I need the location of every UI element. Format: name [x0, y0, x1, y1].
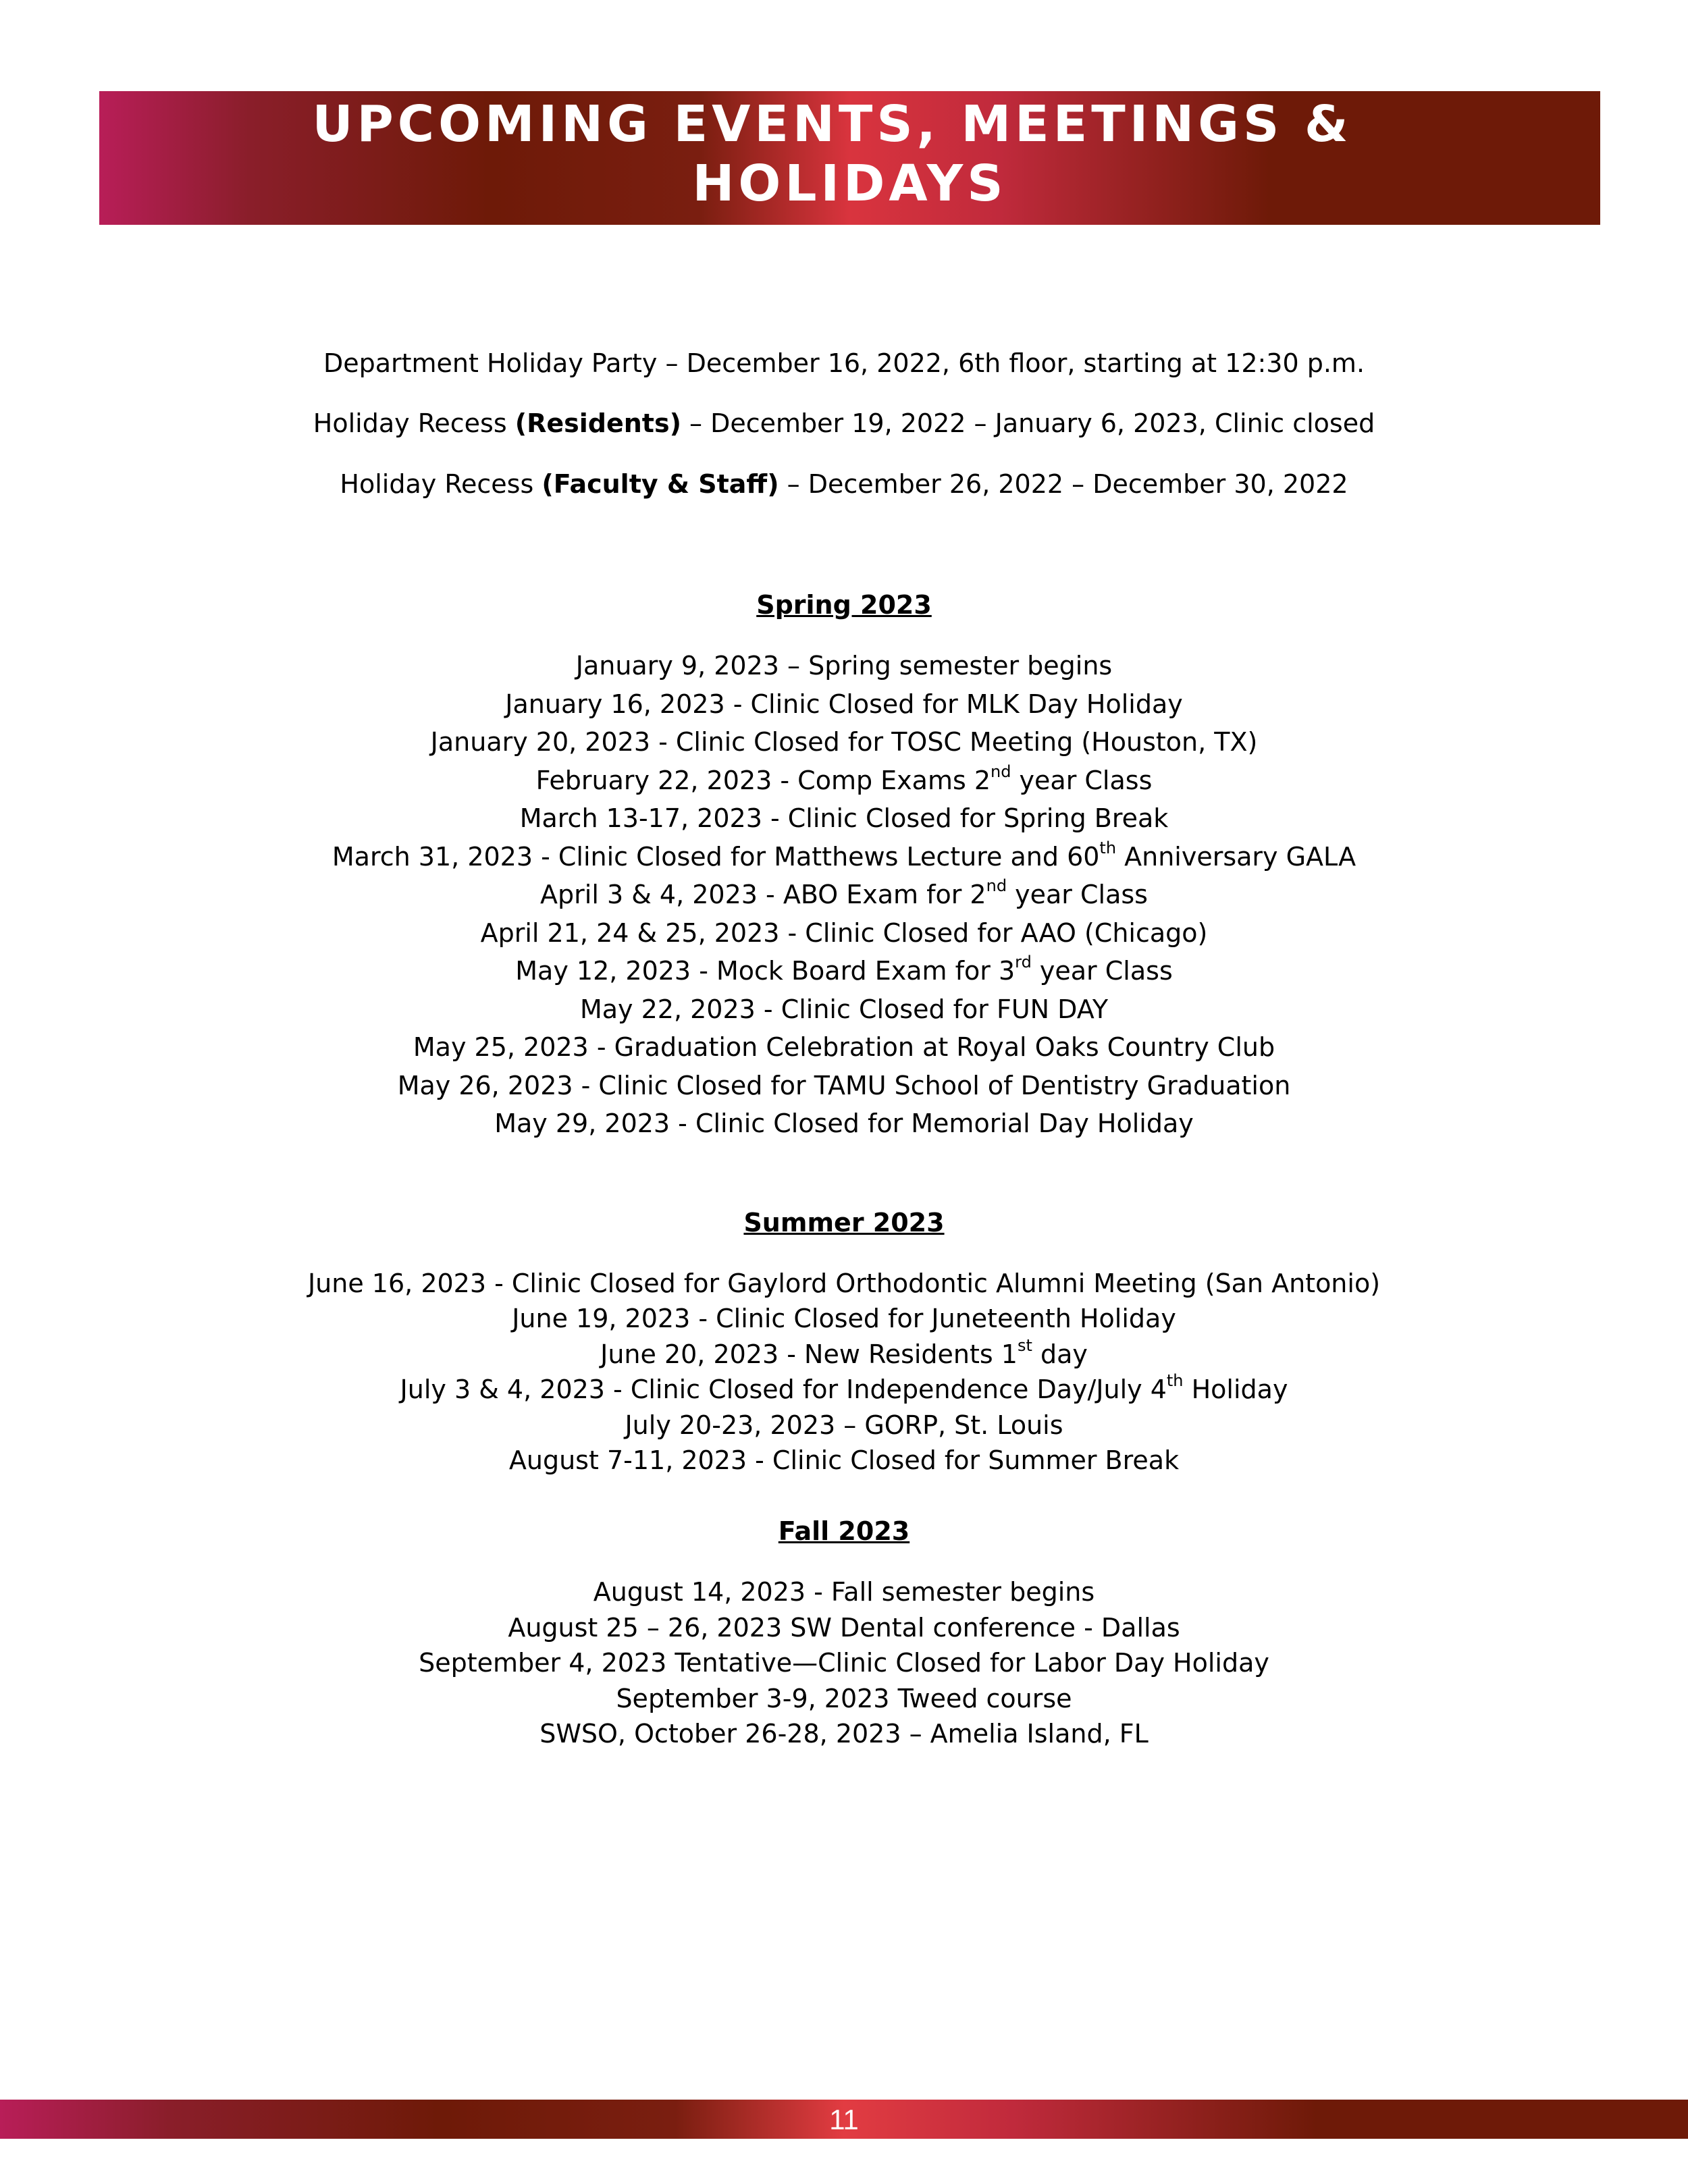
event-item: August 25 – 26, 2023 SW Dental conference - Dallas	[508, 1612, 1180, 1643]
event-item: August 7-11, 2023 - Clinic Closed for Summer Break	[508, 1445, 1180, 1475]
ordinal-suffix: nd	[991, 762, 1011, 781]
event-item: April 21, 24 & 25, 2023 - Clinic Closed for AAO (Chicago)	[480, 917, 1208, 948]
section-heading-spring: Spring 2023	[756, 590, 932, 620]
event-item: January 20, 2023 - Clinic Closed for TOSC Meeting (Houston, TX)	[430, 727, 1258, 757]
recess-staff-line	[0, 469, 1688, 500]
event-item	[0, 838, 1688, 872]
event-item: January 16, 2023 - Clinic Closed for MLK Day Holiday	[505, 689, 1183, 719]
recess-residents-label: (Residents)	[515, 408, 681, 438]
event-item: August 14, 2023 - Fall semester begins	[593, 1577, 1095, 1607]
event-item: June 16, 2023 - Clinic Closed for Gaylord Orthodontic Alumni Meeting (San Antonio)	[307, 1269, 1381, 1298]
page-number: 11	[829, 2104, 859, 2135]
recess-residents-dates: – December 19, 2022 – January 6, 2023, Clinic closed	[681, 408, 1375, 438]
event-item: September 4, 2023 Tentative—Clinic Closed for Labor Day Holiday	[419, 1648, 1269, 1678]
section-heading-summer: Summer 2023	[743, 1208, 945, 1237]
event-item-text: June 20, 2023 - New Residents 1	[600, 1339, 1018, 1369]
event-item	[0, 955, 1688, 986]
event-item-text: March 31, 2023 - Clinic Closed for Matthews Lecture and 60	[332, 841, 1100, 872]
event-item: May 25, 2023 - Graduation Celebration at Royal Oaks Country Club	[413, 1032, 1275, 1062]
event-item	[0, 762, 1688, 796]
event-item: SWSO, October 26-28, 2023 – Amelia Island, FL	[539, 1719, 1149, 1749]
page-title-line-2: HOLIDAYS	[692, 155, 1007, 213]
event-item: March 13-17, 2023 - Clinic Closed for Spring Break	[519, 803, 1169, 833]
event-item: May 22, 2023 - Clinic Closed for FUN DAY	[579, 994, 1109, 1024]
recess-staff-prefix: Holiday Recess	[340, 469, 542, 499]
ordinal-suffix: rd	[1015, 953, 1032, 971]
event-item: September 3-9, 2023 Tweed course	[616, 1683, 1072, 1713]
holiday-party-line: Department Holiday Party – December 16, 2022, 6th floor, starting at 12:30 p.m.	[323, 348, 1365, 378]
event-item	[0, 876, 1688, 910]
event-item: June 19, 2023 - Clinic Closed for Juneteenth Holiday	[512, 1304, 1176, 1334]
event-item-text: Anniversary GALA	[1116, 841, 1356, 872]
event-item: May 29, 2023 - Clinic Closed for Memorial Day Holiday	[494, 1109, 1194, 1138]
event-item	[0, 1371, 1688, 1405]
event-item-text: year Class	[1011, 765, 1153, 795]
page-title-line-1: UPCOMING EVENTS, MEETINGS &	[312, 95, 1352, 153]
event-item-text: day	[1032, 1339, 1088, 1369]
event-item-text: year Class	[1031, 956, 1173, 986]
event-item: May 26, 2023 - Clinic Closed for TAMU School of Dentistry Graduation	[397, 1070, 1291, 1100]
recess-residents-prefix: Holiday Recess	[313, 408, 515, 438]
ordinal-suffix: st	[1017, 1335, 1032, 1355]
event-item-text: May 12, 2023 - Mock Board Exam for 3	[515, 956, 1016, 986]
event-item-text: February 22, 2023 - Comp Exams 2	[535, 765, 991, 795]
event-item-text: Holiday	[1183, 1375, 1288, 1405]
event-item-text: July 3 & 4, 2023 - Clinic Closed for Independence Day/July 4	[400, 1375, 1167, 1405]
event-item	[0, 1335, 1688, 1370]
page-title	[99, 95, 1600, 213]
event-item: July 20-23, 2023 – GORP, St. Louis	[625, 1410, 1063, 1440]
ordinal-suffix: th	[1099, 838, 1117, 857]
recess-staff-dates: – December 26, 2022 – December 30, 2022	[779, 469, 1348, 499]
ordinal-suffix: nd	[986, 876, 1007, 895]
recess-residents-line	[0, 408, 1688, 439]
event-item-text: April 3 & 4, 2023 - ABO Exam for 2	[540, 880, 986, 909]
event-item-text: year Class	[1007, 880, 1148, 909]
event-item: January 9, 2023 – Spring semester begins	[575, 651, 1113, 681]
ordinal-suffix: th	[1166, 1371, 1184, 1391]
recess-staff-label: (Faculty & Staff)	[542, 469, 779, 499]
section-heading-fall: Fall 2023	[778, 1516, 910, 1546]
